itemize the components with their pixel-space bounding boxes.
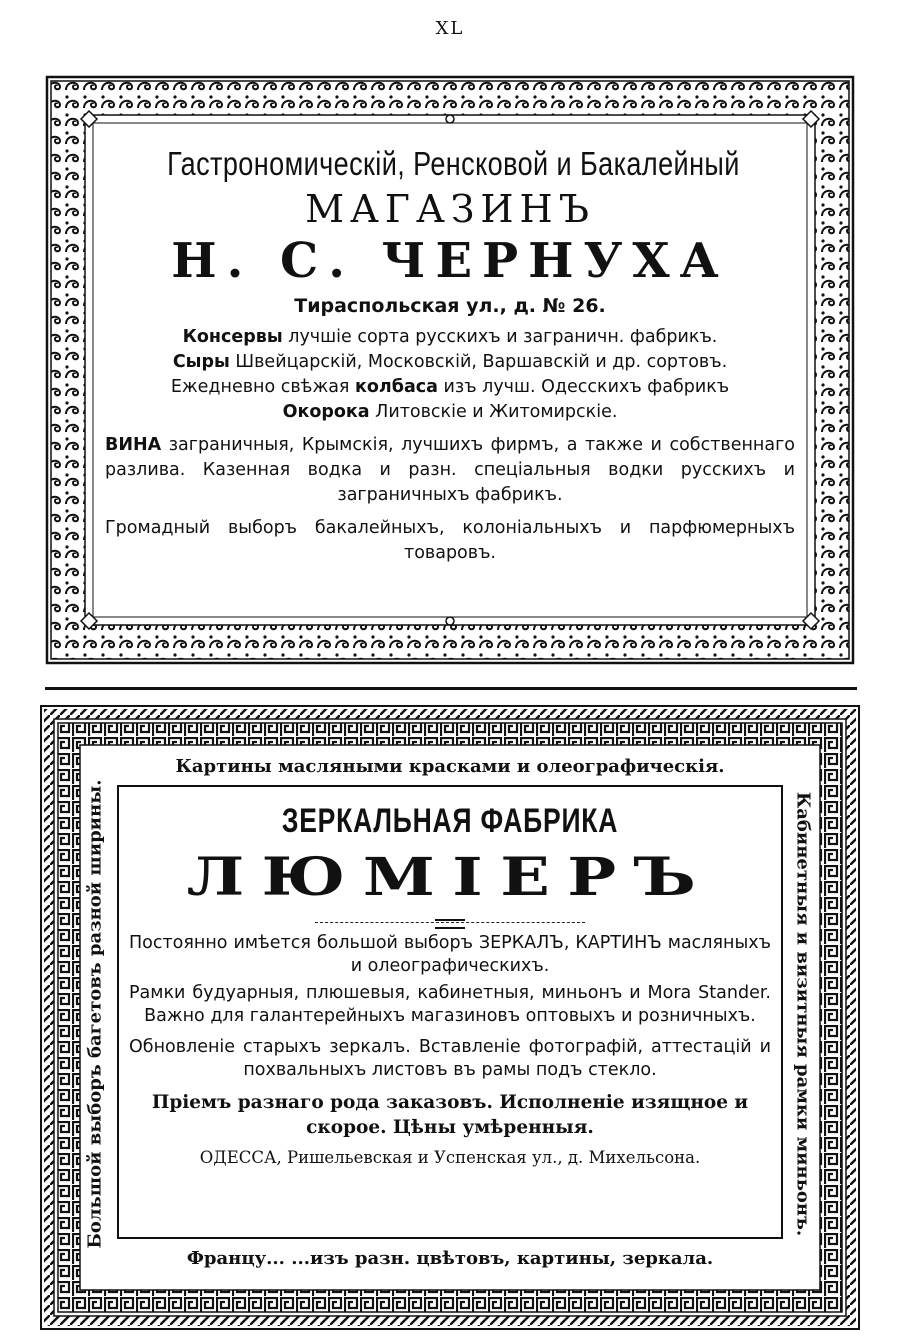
side-text: Кабинетныя и визитныя рамки миньонъ.: [792, 791, 814, 1237]
frames-paragraph: Рамки будуарныя, плюшевыя, кабинетныя, миньонъ и Mora Stander. Важно для галантерейныхъ магазиновъ оптовыхъ и розничныхъ.: [129, 983, 771, 1026]
product-desc: Швейцарскій, Московскій, Варшавскій и др. сортовъ.: [229, 352, 728, 372]
page-number: XL: [435, 18, 465, 39]
side-text: Большой выборъ багетовъ разной ширины.: [84, 779, 106, 1249]
factory-address: ОДЕССА, Ришельевская и Успенская ул., д. Михельсона.: [199, 1148, 701, 1167]
mirror-factory-advertisement: [125, 790, 775, 1235]
product-name: ВИНА: [105, 435, 162, 455]
product-desc: Литовскіе и Житомирскіе.: [369, 402, 618, 422]
product-name: Окорока: [282, 402, 370, 422]
owner-name: Н. С. ЧЕРНУХА: [171, 233, 729, 289]
paintings-banner: Картины масляными красками и олеографическія.: [175, 756, 725, 777]
section-divider: [45, 687, 857, 690]
product-desc: изъ лучш. Одесскихъ фабрикъ: [437, 377, 730, 397]
product-desc: лучшіе сорта русскихъ и заграничн. фабрикъ.: [282, 327, 718, 347]
products-paragraph: [105, 325, 795, 425]
shop-address: Тираспольская ул., д. № 26.: [294, 295, 606, 317]
shop-type-heading: Гастрономическій, Ренсковой и Бакалейный: [167, 145, 740, 182]
product-name: Консервы: [182, 327, 283, 347]
bottom-banner: Францу... ...изъ разн. цвѣтовъ, картины, зеркала.: [186, 1248, 714, 1269]
ornamental-rule: [315, 918, 585, 928]
services-paragraph: Обновленіе старыхъ зеркалъ. Вставленіе фотографій, аттестацій и похвальныхъ листовъ въ рамы подъ стекло.: [129, 1037, 771, 1080]
assortment-paragraph: Громадный выборъ бакалейныхъ, колоніальныхъ и парфюмерныхъ товаровъ.: [105, 518, 795, 563]
product-desc: Ежедневно свѣжая: [170, 377, 356, 397]
brand-name: ЛЮМІЕРЪ: [186, 847, 714, 908]
orders-paragraph: Пріемъ разнаго рода заказовъ. Исполненіе изящное и скорое. Цѣны умѣренныя.: [151, 1092, 749, 1138]
grocery-advertisement: [105, 135, 795, 605]
wine-desc: заграничныя, Крымскія, лучшихъ фирмъ, а также и собственнаго разлива. Казенная водка и разн. спеціальныя водки русскихъ и заграничныхъ фабрикъ.: [105, 435, 795, 505]
shop-label: МАГАЗИНЪ: [305, 187, 595, 231]
factory-title: ЗЕРКАЛЬНАЯ ФАБРИКА: [281, 802, 619, 840]
stock-paragraph: Постоянно имѣется большой выборъ ЗЕРКАЛЪ, КАРТИНЪ масляныхъ и олеографическихъ.: [129, 933, 771, 976]
wine-paragraph: [105, 433, 795, 508]
product-name: колбаса: [355, 377, 438, 397]
product-name: Сыры: [172, 352, 230, 372]
